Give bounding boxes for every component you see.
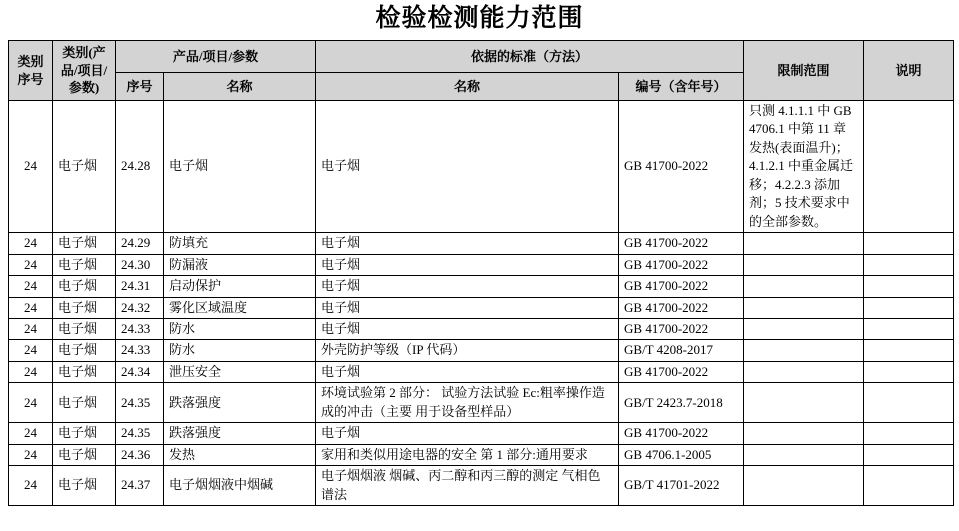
cell-note — [864, 361, 954, 382]
header-seq: 序号 — [116, 73, 164, 101]
cell-note — [864, 383, 954, 423]
table-row — [9, 383, 954, 423]
cell-seq: 24.31 — [116, 276, 164, 297]
cell-limit-scope — [744, 444, 864, 465]
cell-category-no: 24 — [9, 233, 53, 254]
cell-product-name: 防水 — [164, 318, 316, 339]
cell-limit-scope — [744, 297, 864, 318]
cell-standard-code: GB 41700-2022 — [619, 297, 744, 318]
cell-limit-scope — [744, 466, 864, 506]
cell-note — [864, 340, 954, 361]
cell-category-no: 24 — [9, 276, 53, 297]
cell-product-name: 泄压安全 — [164, 361, 316, 382]
cell-standard-code: GB/T 4208-2017 — [619, 340, 744, 361]
cell-standard-code: GB 41700-2022 — [619, 423, 744, 444]
table-row — [9, 297, 954, 318]
cell-category: 电子烟 — [53, 383, 116, 423]
header-group-product: 产品/项目/参数 — [116, 41, 316, 73]
cell-category: 电子烟 — [53, 297, 116, 318]
cell-standard-code: GB 41700-2022 — [619, 361, 744, 382]
cell-standard-code: GB/T 41701-2022 — [619, 466, 744, 506]
cell-standard-code: GB/T 2423.7-2018 — [619, 383, 744, 423]
cell-category-no: 24 — [9, 340, 53, 361]
cell-seq: 24.30 — [116, 254, 164, 275]
cell-category: 电子烟 — [53, 444, 116, 465]
cell-product-name: 发热 — [164, 444, 316, 465]
cell-product-name: 跌落强度 — [164, 423, 316, 444]
cell-note — [864, 233, 954, 254]
cell-seq: 24.33 — [116, 318, 164, 339]
cell-seq: 24.35 — [116, 383, 164, 423]
cell-note — [864, 423, 954, 444]
cell-seq: 24.33 — [116, 340, 164, 361]
cell-category: 电子烟 — [53, 233, 116, 254]
document-page — [0, 2, 959, 531]
cell-category-no: 24 — [9, 466, 53, 506]
cell-category: 电子烟 — [53, 101, 116, 233]
cell-limit-scope — [744, 318, 864, 339]
cell-standard-code: GB 41700-2022 — [619, 276, 744, 297]
cell-category-no: 24 — [9, 383, 53, 423]
cell-category-no: 24 — [9, 318, 53, 339]
cell-seq: 24.36 — [116, 444, 164, 465]
cell-standard-name: 电子烟 — [316, 233, 619, 254]
table-row — [9, 254, 954, 275]
cell-limit-scope — [744, 361, 864, 382]
cell-limit-scope — [744, 233, 864, 254]
cell-category: 电子烟 — [53, 423, 116, 444]
cell-limit-scope — [744, 383, 864, 423]
table-body — [9, 101, 954, 506]
cell-seq: 24.35 — [116, 423, 164, 444]
cell-note — [864, 318, 954, 339]
header-group-standard: 依据的标准（方法） — [316, 41, 744, 73]
cell-note — [864, 466, 954, 506]
table-row — [9, 318, 954, 339]
cell-product-name: 防填充 — [164, 233, 316, 254]
cell-standard-name: 电子烟烟液 烟碱、丙二醇和丙三醇的测定 气相色谱法 — [316, 466, 619, 506]
cell-standard-code: GB 41700-2022 — [619, 318, 744, 339]
cell-category-no: 24 — [9, 101, 53, 233]
cell-product-name: 雾化区域温度 — [164, 297, 316, 318]
cell-standard-code: GB 41700-2022 — [619, 101, 744, 233]
header-standard-code: 编号（含年号） — [619, 73, 744, 101]
table-row — [9, 466, 954, 506]
cell-seq: 24.34 — [116, 361, 164, 382]
cell-seq: 24.29 — [116, 233, 164, 254]
cell-standard-name: 电子烟 — [316, 361, 619, 382]
cell-product-name: 跌落强度 — [164, 383, 316, 423]
cell-note — [864, 444, 954, 465]
capability-table — [8, 40, 954, 506]
cell-product-name: 防水 — [164, 340, 316, 361]
cell-category-no: 24 — [9, 423, 53, 444]
cell-product-name: 电子烟 — [164, 101, 316, 233]
cell-seq: 24.37 — [116, 466, 164, 506]
page-title: 检验检测能力范围 — [375, 5, 584, 32]
cell-standard-name: 电子烟 — [316, 101, 619, 233]
cell-standard-name: 电子烟 — [316, 423, 619, 444]
cell-category: 电子烟 — [53, 276, 116, 297]
cell-standard-name: 家用和类似用途电器的安全 第 1 部分:通用要求 — [316, 444, 619, 465]
cell-standard-code: GB 41700-2022 — [619, 254, 744, 275]
table-row — [9, 361, 954, 382]
cell-product-name: 启动保护 — [164, 276, 316, 297]
cell-limit-scope: 只测 4.1.1.1 中 GB 4706.1 中第 11 章 发热(表面温升)；4.1.2.1 中重金属迁移；4.2.2.3 添加剂；5 技术要求中的全部参数。 — [744, 101, 864, 233]
header-category: 类别(产品/项目/参数) — [53, 41, 116, 101]
cell-category: 电子烟 — [53, 361, 116, 382]
cell-standard-name: 环境试验第 2 部分： 试验方法试验 Ec:粗率操作造成的冲击（主要 用于设备型样品） — [316, 383, 619, 423]
table-row — [9, 233, 954, 254]
cell-seq: 24.32 — [116, 297, 164, 318]
cell-product-name: 电子烟烟液中烟碱 — [164, 466, 316, 506]
table-row — [9, 276, 954, 297]
cell-note — [864, 276, 954, 297]
cell-limit-scope — [744, 276, 864, 297]
cell-product-name: 防漏液 — [164, 254, 316, 275]
cell-standard-code: GB 4706.1-2005 — [619, 444, 744, 465]
cell-category-no: 24 — [9, 444, 53, 465]
table-row — [9, 101, 954, 233]
header-standard-name: 名称 — [316, 73, 619, 101]
table-row — [9, 340, 954, 361]
header-product-name: 名称 — [164, 73, 316, 101]
cell-standard-name: 电子烟 — [316, 297, 619, 318]
cell-limit-scope — [744, 254, 864, 275]
header-note: 说明 — [864, 41, 954, 101]
cell-standard-name: 电子烟 — [316, 276, 619, 297]
cell-limit-scope — [744, 340, 864, 361]
cell-limit-scope — [744, 423, 864, 444]
cell-category-no: 24 — [9, 297, 53, 318]
cell-note — [864, 254, 954, 275]
cell-category: 电子烟 — [53, 466, 116, 506]
cell-note — [864, 297, 954, 318]
table-row — [9, 444, 954, 465]
cell-category: 电子烟 — [53, 340, 116, 361]
cell-note — [864, 101, 954, 233]
cell-category: 电子烟 — [53, 254, 116, 275]
header-limit-scope: 限制范围 — [744, 41, 864, 101]
cell-category-no: 24 — [9, 361, 53, 382]
cell-standard-name: 电子烟 — [316, 254, 619, 275]
table-row — [9, 423, 954, 444]
cell-category-no: 24 — [9, 254, 53, 275]
table-header — [9, 41, 954, 101]
cell-standard-name: 外壳防护等级（IP 代码） — [316, 340, 619, 361]
header-category-no: 类别序号 — [9, 41, 53, 101]
cell-category: 电子烟 — [53, 318, 116, 339]
cell-seq: 24.28 — [116, 101, 164, 233]
cell-standard-name: 电子烟 — [316, 318, 619, 339]
cell-standard-code: GB 41700-2022 — [619, 233, 744, 254]
